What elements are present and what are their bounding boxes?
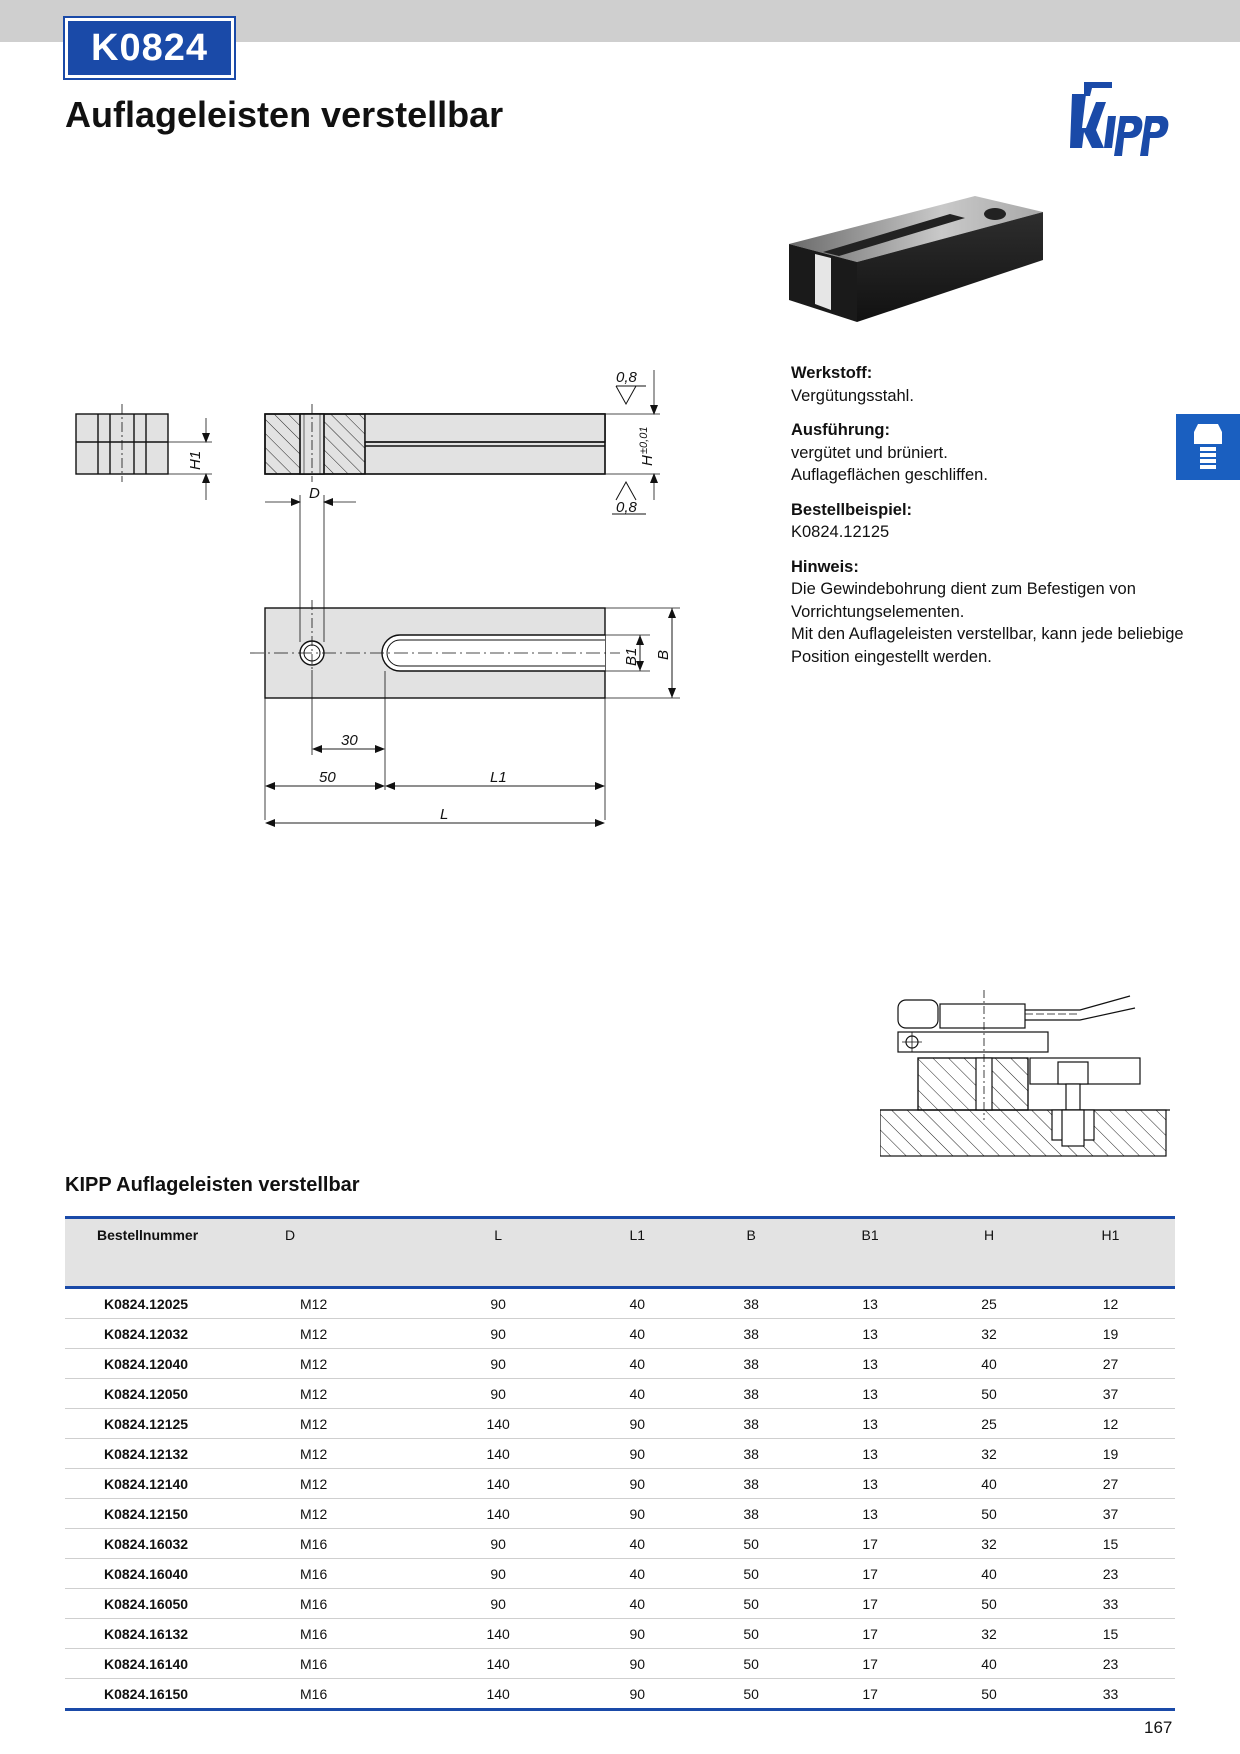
table-cell: 33 (1046, 1679, 1175, 1710)
table-cell: 90 (580, 1619, 694, 1649)
table-row (65, 1499, 1175, 1529)
product-photo (785, 192, 1045, 332)
table-cell: 90 (416, 1529, 580, 1559)
table-cell: 37 (1046, 1379, 1175, 1409)
table-cell: 40 (932, 1469, 1046, 1499)
table-cell: 40 (932, 1349, 1046, 1379)
table-cell: M12 (268, 1379, 416, 1409)
table-cell: 38 (694, 1349, 808, 1379)
table-cell: 40 (580, 1589, 694, 1619)
table-cell: 38 (694, 1499, 808, 1529)
order-label: Bestellbeispiel: (791, 500, 913, 519)
table-row (65, 1439, 1175, 1469)
table-cell: 140 (416, 1439, 580, 1469)
table-cell: K0824.16040 (65, 1559, 268, 1589)
table-cell: 40 (580, 1349, 694, 1379)
header-bestellnummer: Bestellnummer (65, 1218, 268, 1288)
note-line: Mit den Auflageleisten verstellbar, kann jede beliebige (791, 625, 1184, 643)
table-cell: 90 (416, 1349, 580, 1379)
table-cell: K0824.16032 (65, 1529, 268, 1559)
label-h: H (639, 455, 656, 466)
table-cell: M12 (268, 1349, 416, 1379)
table-cell: M16 (268, 1649, 416, 1679)
finish-line: vergütet und brüniert. (791, 443, 948, 462)
table-cell: 140 (416, 1619, 580, 1649)
label-h1: H1 (187, 450, 204, 470)
table-row (65, 1679, 1175, 1710)
table-row (65, 1529, 1175, 1559)
table-cell: K0824.12040 (65, 1349, 268, 1379)
table-cell: 27 (1046, 1469, 1175, 1499)
order-section (791, 499, 1191, 544)
table-cell: K0824.12050 (65, 1379, 268, 1409)
table-cell: 50 (694, 1619, 808, 1649)
product-code-badge: K0824 (65, 18, 234, 78)
table-cell: M16 (268, 1589, 416, 1619)
finish-label: Ausführung: (791, 421, 890, 439)
table-cell: 140 (416, 1469, 580, 1499)
table-row (65, 1469, 1175, 1499)
table-cell: 23 (1046, 1649, 1175, 1679)
note-line: Position eingestellt werden. (791, 647, 992, 666)
table-row (65, 1649, 1175, 1679)
label-b: B (655, 649, 672, 660)
table-cell: 50 (694, 1529, 808, 1559)
table-cell: K0824.16140 (65, 1649, 268, 1679)
table-body (65, 1288, 1175, 1710)
header-b1: B1 (808, 1218, 932, 1288)
table-cell: 140 (416, 1649, 580, 1679)
material-section (791, 362, 1191, 407)
label-50: 50 (319, 769, 336, 786)
table-cell: 40 (580, 1288, 694, 1319)
table-row (65, 1349, 1175, 1379)
table-cell: M12 (268, 1439, 416, 1469)
table-cell: 27 (1046, 1349, 1175, 1379)
application-drawing (880, 990, 1170, 1170)
table-cell: 13 (808, 1469, 932, 1499)
table-cell: 38 (694, 1469, 808, 1499)
page-number: 167 (1144, 1718, 1173, 1737)
label-roughness-top: 0,8 (616, 370, 637, 386)
header-d: D (268, 1218, 416, 1288)
header-l1: L1 (580, 1218, 694, 1288)
table-header-row (65, 1218, 1175, 1288)
table-row (65, 1589, 1175, 1619)
table-cell: K0824.12125 (65, 1409, 268, 1439)
product-info (791, 362, 1191, 680)
table-cell: 90 (416, 1319, 580, 1349)
table-row (65, 1619, 1175, 1649)
table-cell: 13 (808, 1379, 932, 1409)
table-cell: 50 (694, 1649, 808, 1679)
table-cell: 25 (932, 1288, 1046, 1319)
table-cell: 33 (1046, 1589, 1175, 1619)
header-l: L (416, 1218, 580, 1288)
table-cell: 13 (808, 1288, 932, 1319)
table-cell: M16 (268, 1559, 416, 1589)
table-row (65, 1319, 1175, 1349)
table-cell: 17 (808, 1619, 932, 1649)
table-cell: 50 (694, 1589, 808, 1619)
table-cell: 17 (808, 1559, 932, 1589)
table-cell: K0824.12150 (65, 1499, 268, 1529)
note-line: Die Gewindebohrung dient zum Befestigen von (791, 580, 1136, 598)
table-cell: 32 (932, 1319, 1046, 1349)
table-cell: 38 (694, 1439, 808, 1469)
table-cell: K0824.12140 (65, 1469, 268, 1499)
table-cell: 17 (808, 1529, 932, 1559)
material-value: Vergütungsstahl. (791, 386, 914, 405)
label-30: 30 (341, 732, 358, 749)
header-b: B (694, 1218, 808, 1288)
table-row (65, 1559, 1175, 1589)
table-cell: 23 (1046, 1559, 1175, 1589)
table-cell: 13 (808, 1439, 932, 1469)
table-cell: K0824.16150 (65, 1679, 268, 1710)
table-cell: 32 (932, 1619, 1046, 1649)
table-cell: M12 (268, 1469, 416, 1499)
table-cell: 40 (932, 1649, 1046, 1679)
table-cell: M12 (268, 1499, 416, 1529)
table-cell: 140 (416, 1409, 580, 1439)
table-cell: 25 (932, 1409, 1046, 1439)
table-cell: 17 (808, 1649, 932, 1679)
table-cell: 90 (580, 1649, 694, 1679)
table-cell: 50 (932, 1679, 1046, 1710)
header-h: H (932, 1218, 1046, 1288)
label-h-tolerance: ±0,01 (638, 426, 650, 454)
order-example: K0824.12125 (791, 523, 890, 541)
table-cell: M16 (268, 1529, 416, 1559)
label-l1: L1 (490, 769, 507, 786)
note-section (791, 556, 1191, 669)
table-cell: 40 (580, 1319, 694, 1349)
finish-section (791, 419, 1191, 487)
table-cell: 140 (416, 1679, 580, 1710)
page-title: Auflageleisten verstellbar (65, 94, 504, 135)
table-cell: 13 (808, 1409, 932, 1439)
table-cell: 50 (932, 1589, 1046, 1619)
header-h1: H1 (1046, 1218, 1175, 1288)
table-cell: 32 (932, 1439, 1046, 1469)
table-cell: K0824.16132 (65, 1619, 268, 1649)
table-cell: 38 (694, 1319, 808, 1349)
label-l: L (440, 806, 449, 823)
finish-line: Auflageflächen geschliffen. (791, 466, 988, 484)
table-cell: 32 (932, 1529, 1046, 1559)
table-cell: 12 (1046, 1409, 1175, 1439)
table-cell: 90 (580, 1409, 694, 1439)
table-cell: 38 (694, 1379, 808, 1409)
table-cell: 38 (694, 1409, 808, 1439)
label-b1: B1 (623, 647, 640, 666)
table-cell: 40 (932, 1559, 1046, 1589)
table-cell: 40 (580, 1379, 694, 1409)
kipp-logo (1066, 76, 1181, 158)
table-cell: 90 (580, 1469, 694, 1499)
table-cell: 40 (580, 1529, 694, 1559)
table-cell: 13 (808, 1319, 932, 1349)
table-cell: M16 (268, 1619, 416, 1649)
table-cell: 13 (808, 1499, 932, 1529)
table-cell: 19 (1046, 1439, 1175, 1469)
table-title: KIPP Auflageleisten verstellbar (65, 1174, 360, 1196)
table-cell: K0824.12025 (65, 1288, 268, 1319)
table-cell: 50 (694, 1559, 808, 1589)
table-cell: 90 (580, 1439, 694, 1469)
table-cell: 50 (932, 1379, 1046, 1409)
table-row (65, 1288, 1175, 1319)
table-cell: M12 (268, 1409, 416, 1439)
table-cell: 17 (808, 1679, 932, 1710)
table-cell: 50 (694, 1679, 808, 1710)
table-cell: 90 (416, 1589, 580, 1619)
table-cell: 90 (580, 1499, 694, 1529)
note-label: Hinweis: (791, 557, 859, 576)
table-cell: K0824.12132 (65, 1439, 268, 1469)
product-table (65, 1216, 1175, 1711)
technical-drawing (60, 370, 700, 840)
table-cell: 90 (416, 1559, 580, 1589)
table-cell: 38 (694, 1288, 808, 1319)
table-cell: 90 (416, 1288, 580, 1319)
label-d: D (309, 485, 320, 502)
material-label: Werkstoff: (791, 364, 873, 382)
table-cell: 13 (808, 1349, 932, 1379)
table-row (65, 1379, 1175, 1409)
table-row (65, 1409, 1175, 1439)
note-line: Vorrichtungselementen. (791, 602, 965, 621)
table-cell: 15 (1046, 1529, 1175, 1559)
table-cell: K0824.16050 (65, 1589, 268, 1619)
label-roughness-bottom: 0,8 (616, 499, 637, 516)
table-cell: 15 (1046, 1619, 1175, 1649)
table-cell: 140 (416, 1499, 580, 1529)
table-cell: 40 (580, 1559, 694, 1589)
table-cell: 90 (580, 1679, 694, 1710)
table-cell: 19 (1046, 1319, 1175, 1349)
table-cell: 17 (808, 1589, 932, 1619)
table-cell: M12 (268, 1288, 416, 1319)
table-cell: M16 (268, 1679, 416, 1710)
table-cell: 50 (932, 1499, 1046, 1529)
table-cell: 90 (416, 1379, 580, 1409)
table-cell: K0824.12032 (65, 1319, 268, 1349)
table-cell: 12 (1046, 1288, 1175, 1319)
table-cell: M12 (268, 1319, 416, 1349)
table-cell: 37 (1046, 1499, 1175, 1529)
